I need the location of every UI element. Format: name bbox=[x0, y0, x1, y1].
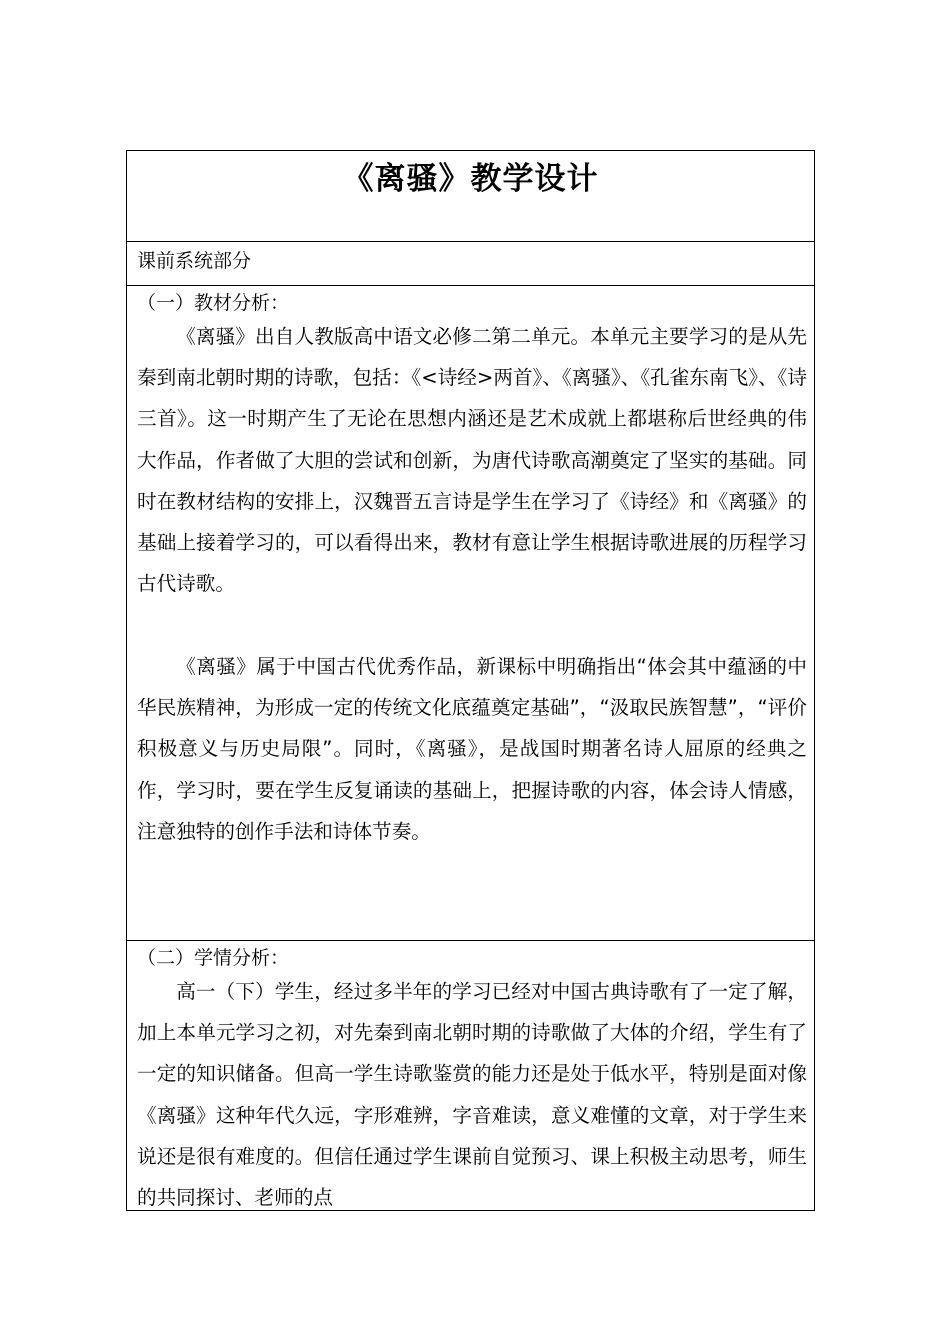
lesson-plan-table bbox=[126, 150, 815, 1211]
section-textbook-analysis bbox=[127, 286, 814, 941]
paragraph: 《离骚》出自人教版高中语文必修二第二单元。本单元主要学习的是从先秦到南北朝时期的诗歌，包括：《<诗经>两首》、《离骚》、《孔雀东南飞》、《诗三首》。这一时期产生了无论在思想内涵还是艺术成就上都堪称后世经典的伟大作品，作者做了大胆的尝试和创新，为唐代诗歌高潮奠定了坚实的基础。同时在教材结构的安排上，汉魏晋五言诗是学生在学习了《诗经》和《离骚》的基础上接着学习的，可以看得出来，教材有意让学生根据诗歌进展的历程学习古代诗歌。 bbox=[137, 325, 807, 596]
title-row bbox=[127, 151, 814, 242]
document-subtitle: 课前系统部分 bbox=[137, 250, 252, 272]
subtitle-row bbox=[127, 242, 814, 286]
section-heading: （一）教材分析： bbox=[137, 292, 290, 314]
paragraph: 高一（下）学生，经过多半年的学习已经对中国古典诗歌有了一定了解，加上本单元学习之初，对先秦到南北朝时期的诗歌做了大体的介绍，学生有了一定的知识储备。但高一学生诗歌鉴赏的能力还是处于低水平，特别是面对像《离骚》这种年代久远，字形难辨，字音难读，意义难懂的文章，对于学生来说还是很有难度的。但信任通过学生课前自觉预习、课上积极主动思考，师生的共同探讨、老师的点 bbox=[137, 980, 807, 1210]
document-title: 《离骚》教学设计 bbox=[342, 161, 599, 197]
section-heading: （二）学情分析： bbox=[137, 947, 290, 969]
section-student-analysis bbox=[127, 941, 814, 1211]
paragraph: 《离骚》属于中国古代优秀作品，新课标中明确指出“体会其中蕴涵的中华民族精神，为形成一定的传统文化底蕴奠定基础”，“汲取民族智慧”，“评价积极意义与历史局限”。同时，《离骚》，是战国时期著名诗人屈原的经典之作，学习时，要在学生反复诵读的基础上，把握诗歌的内容，体会诗人情感，注意独特的创作手法和诗体节奏。 bbox=[137, 655, 807, 843]
